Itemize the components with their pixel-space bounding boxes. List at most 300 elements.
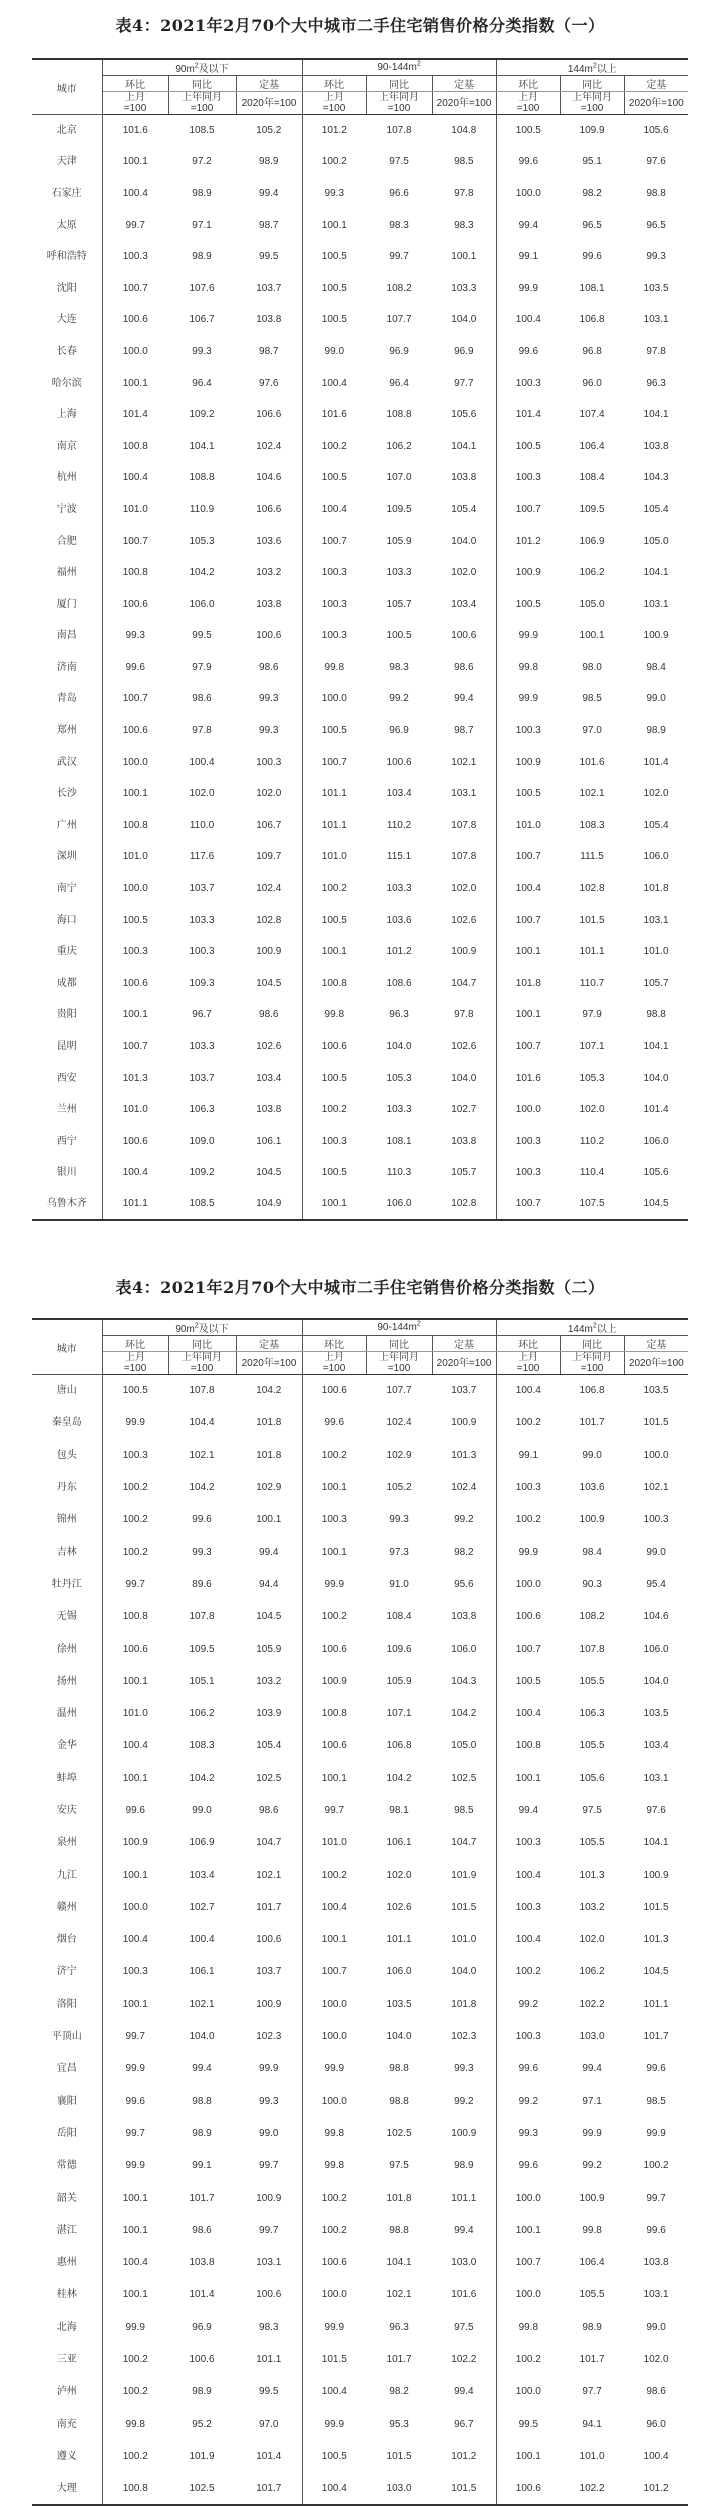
index-value: 104.0 (451, 1072, 477, 1084)
index-value: 100.6 (496, 1601, 560, 1633)
index-value: 99.7 (646, 2192, 666, 2204)
index-value: 100.0 (302, 2279, 366, 2311)
index-value: 100.0 (122, 1901, 148, 1913)
index-value: 101.5 (643, 1417, 669, 1429)
city-name: 岳阳 (32, 2117, 102, 2149)
index-value: 108.8 (386, 409, 412, 421)
index-value: 99.8 (496, 652, 560, 684)
index-value: 96.9 (389, 345, 409, 357)
index-value: 103.8 (451, 1135, 477, 1147)
index-value: 100.7 (122, 282, 148, 294)
index-value: 99.4 (454, 693, 474, 705)
city-name: 常德 (32, 2150, 102, 2182)
index-value: 101.7 (579, 1417, 605, 1429)
index-value: 100.7 (496, 494, 560, 526)
index-value: 100.8 (302, 1697, 366, 1729)
index-value: 100.5 (302, 1157, 366, 1189)
index-value: 95.4 (646, 1578, 666, 1590)
group-label-sup: 2 (194, 1322, 199, 1330)
column-subheader: 定基 (236, 76, 302, 92)
city-name: 包头 (32, 1439, 102, 1471)
group-label-base: 90-144m (377, 62, 417, 73)
index-value: 100.2 (122, 2386, 148, 2398)
index-value: 108.8 (189, 472, 215, 484)
city-name: 上海 (32, 399, 102, 431)
index-value: 98.2 (454, 1546, 474, 1558)
index-value: 100.0 (496, 2376, 560, 2408)
index-value: 100.7 (302, 746, 366, 778)
table-row (32, 304, 688, 336)
index-value: 99.5 (259, 251, 279, 263)
index-value: 102.4 (256, 440, 282, 452)
index-value: 96.4 (389, 377, 409, 389)
city-name: 锦州 (32, 1504, 102, 1536)
index-value: 99.9 (646, 2127, 666, 2139)
city-name: 济宁 (32, 1956, 102, 1988)
price-index-table-2 (32, 1318, 688, 2506)
city-name: 成都 (32, 968, 102, 1000)
index-value: 99.3 (496, 2117, 560, 2149)
index-value: 100.2 (302, 1601, 366, 1633)
table-row (32, 1633, 688, 1665)
index-value: 101.4 (643, 1104, 669, 1116)
index-value: 103.1 (643, 2289, 669, 2301)
index-value: 101.6 (496, 1062, 560, 1094)
table-row (32, 1094, 688, 1126)
index-value: 106.0 (366, 1189, 432, 1221)
index-value: 100.3 (189, 946, 215, 958)
city-name: 扬州 (32, 1665, 102, 1697)
index-value: 99.6 (496, 336, 560, 368)
index-value: 99.3 (192, 345, 212, 357)
index-value: 97.6 (259, 377, 279, 389)
table-row (32, 2408, 688, 2440)
table-row (32, 620, 688, 652)
column-header-city: 城市 (32, 59, 102, 115)
index-value: 100.4 (189, 756, 215, 768)
index-value: 100.5 (496, 1665, 560, 1697)
index-value: 100.4 (122, 187, 148, 199)
group-label-sup: 2 (592, 1322, 597, 1330)
base-label-line1: 上月 (518, 1352, 539, 1363)
index-value: 98.5 (582, 693, 602, 705)
index-value: 107.8 (189, 1611, 215, 1623)
index-value: 98.5 (646, 2095, 666, 2107)
table-row (32, 873, 688, 905)
index-value: 95.6 (454, 1578, 474, 1590)
index-value: 105.2 (256, 125, 282, 137)
table-row (32, 241, 688, 273)
index-value: 100.1 (122, 2289, 148, 2301)
index-value: 100.9 (302, 1665, 366, 1697)
table-row (32, 1762, 688, 1794)
index-value: 99.5 (259, 2386, 279, 2398)
index-value: 101.5 (643, 1901, 669, 1913)
index-value: 107.8 (579, 1643, 605, 1655)
city-name: 武汉 (32, 746, 102, 778)
index-value: 107.6 (189, 282, 215, 294)
index-value: 102.7 (451, 1104, 477, 1116)
index-value: 99.9 (496, 683, 560, 715)
index-value: 105.4 (256, 1740, 282, 1752)
index-value: 98.3 (389, 219, 409, 231)
index-value: 98.9 (646, 725, 666, 737)
index-value: 104.1 (386, 2257, 412, 2269)
index-value: 107.8 (386, 125, 412, 137)
index-value: 98.6 (646, 2386, 666, 2398)
city-name: 重庆 (32, 936, 102, 968)
index-value: 100.4 (496, 873, 560, 905)
index-value: 105.6 (643, 1167, 669, 1179)
index-value: 104.0 (189, 2031, 215, 2043)
index-value: 100.1 (496, 1762, 560, 1794)
index-value: 101.7 (579, 2354, 605, 2366)
index-value: 99.9 (125, 2160, 145, 2172)
index-value: 104.2 (189, 1482, 215, 1494)
index-value: 96.9 (192, 2321, 212, 2333)
index-value: 100.0 (496, 178, 560, 210)
table-row (32, 146, 688, 178)
city-name: 长春 (32, 336, 102, 368)
index-value: 100.3 (496, 2020, 560, 2052)
index-value: 99.3 (259, 2095, 279, 2107)
table-row (32, 1891, 688, 1923)
index-value: 101.7 (386, 2354, 412, 2366)
index-value: 102.8 (432, 1189, 496, 1221)
base-label-line2: =100 (322, 1363, 346, 1374)
index-value: 105.6 (451, 409, 477, 421)
index-value: 97.3 (389, 1546, 409, 1558)
index-value: 97.8 (454, 187, 474, 199)
index-value: 101.0 (643, 946, 669, 958)
index-value: 104.1 (643, 1837, 669, 1849)
index-value: 98.0 (582, 661, 602, 673)
index-value: 105.5 (579, 1837, 605, 1849)
table-row (32, 399, 688, 431)
index-value: 99.9 (259, 2063, 279, 2075)
index-value: 98.6 (259, 1805, 279, 1816)
base-label-line1: 上月 (125, 92, 145, 103)
index-value: 100.3 (122, 946, 148, 958)
index-value: 97.5 (389, 2160, 409, 2172)
column-base-header (302, 1352, 366, 1375)
index-value: 95.3 (389, 2418, 409, 2430)
index-value: 103.8 (451, 472, 477, 484)
index-value: 105.5 (579, 1740, 605, 1752)
index-value: 103.9 (256, 1708, 282, 1720)
index-value: 99.8 (302, 2117, 366, 2149)
index-value: 106.1 (256, 1135, 282, 1147)
index-value: 100.1 (122, 1675, 148, 1687)
index-value: 105.3 (579, 1072, 605, 1084)
index-value: 100.2 (496, 2343, 560, 2375)
index-value: 98.9 (192, 187, 212, 199)
index-value: 101.8 (451, 1998, 477, 2010)
index-value: 108.4 (579, 472, 605, 484)
index-value: 100.2 (643, 2160, 669, 2172)
index-value: 102.9 (386, 1449, 412, 1461)
index-value: 101.1 (386, 1934, 412, 1946)
index-value: 103.7 (189, 883, 215, 895)
city-name: 襄阳 (32, 2085, 102, 2117)
city-name: 太原 (32, 209, 102, 241)
index-value: 102.3 (256, 2031, 282, 2043)
column-subheader: 定基 (624, 1336, 688, 1352)
column-subheader: 环比 (302, 1336, 366, 1352)
index-value: 100.7 (496, 1633, 560, 1665)
index-value: 101.0 (302, 1827, 366, 1859)
index-value: 106.1 (189, 1966, 215, 1978)
index-value: 99.8 (302, 2150, 366, 2182)
index-value: 105.9 (256, 1643, 282, 1655)
index-value: 103.0 (579, 2031, 605, 2043)
city-name: 徐州 (32, 1633, 102, 1665)
column-group-header (496, 1319, 688, 1336)
index-value: 103.3 (386, 883, 412, 895)
city-name: 韶关 (32, 2182, 102, 2214)
index-value: 100.4 (122, 472, 148, 484)
index-value: 108.1 (579, 282, 605, 294)
index-value: 102.9 (256, 1482, 282, 1494)
city-name: 南宁 (32, 873, 102, 905)
index-value: 97.0 (582, 725, 602, 737)
index-value: 100.2 (302, 1439, 366, 1471)
index-value: 100.1 (451, 251, 477, 263)
index-value: 100.0 (122, 345, 148, 357)
index-value: 106.0 (386, 1966, 412, 1978)
table-row (32, 1375, 688, 1407)
index-value: 100.2 (496, 1504, 560, 1536)
index-value: 109.5 (579, 503, 605, 515)
index-value: 101.1 (102, 1189, 168, 1221)
index-value: 100.0 (302, 2085, 366, 2117)
index-value: 102.5 (386, 2127, 412, 2139)
city-name: 兰州 (32, 1094, 102, 1126)
city-name: 唐山 (32, 1375, 102, 1407)
index-value: 106.2 (386, 440, 412, 452)
table-row (32, 272, 688, 304)
group-label-base: 144m (567, 64, 593, 75)
index-value: 107.7 (386, 1385, 412, 1397)
index-value: 100.7 (496, 2247, 560, 2279)
index-value: 100.2 (496, 1407, 560, 1439)
index-value: 105.0 (451, 1740, 477, 1752)
index-value: 100.4 (302, 367, 366, 399)
index-value: 108.5 (168, 1189, 236, 1221)
column-base-header (236, 92, 302, 115)
city-name: 宜昌 (32, 2053, 102, 2085)
index-value: 103.4 (386, 788, 412, 800)
table-row (32, 525, 688, 557)
index-value: 101.0 (302, 841, 366, 873)
index-value: 105.9 (386, 535, 412, 547)
index-value: 99.5 (192, 630, 212, 642)
index-value: 98.6 (259, 661, 279, 673)
index-value: 95.1 (582, 156, 602, 168)
index-value: 100.3 (496, 1126, 560, 1158)
index-value: 101.5 (386, 2450, 412, 2462)
index-value: 99.6 (192, 1514, 212, 1526)
index-value: 103.5 (643, 1385, 669, 1397)
index-value: 100.9 (122, 1837, 148, 1849)
index-value: 99.3 (646, 251, 666, 263)
index-value: 103.8 (256, 314, 282, 326)
city-name: 乌鲁木齐 (32, 1189, 102, 1221)
index-value: 110.2 (386, 819, 412, 831)
table-row (32, 2020, 688, 2052)
index-value: 99.1 (496, 241, 560, 273)
index-value: 98.3 (259, 2321, 279, 2333)
table-row (32, 2376, 688, 2408)
index-value: 100.1 (122, 2192, 148, 2204)
index-value: 108.2 (386, 282, 412, 294)
index-value: 103.0 (451, 2257, 477, 2269)
column-base-header (366, 92, 432, 115)
index-value: 108.3 (189, 1740, 215, 1752)
index-value: 100.3 (496, 462, 560, 494)
index-value: 100.1 (122, 377, 148, 389)
index-value: 106.7 (256, 819, 282, 831)
index-value: 98.4 (646, 661, 666, 673)
base-label-line2: =100 (580, 1363, 604, 1374)
index-value: 106.7 (189, 314, 215, 326)
index-value: 109.9 (579, 125, 605, 137)
index-value: 99.2 (454, 2095, 474, 2107)
table-row (32, 1859, 688, 1891)
index-value: 101.0 (122, 1104, 148, 1116)
column-base-header (432, 1352, 496, 1375)
index-value: 103.4 (643, 1740, 669, 1752)
index-value: 106.6 (256, 409, 282, 421)
index-value: 98.3 (389, 661, 409, 673)
index-value: 99.2 (454, 1514, 474, 1526)
index-value: 115.1 (386, 851, 412, 863)
index-value: 100.0 (302, 2020, 366, 2052)
index-value: 105.4 (451, 503, 477, 515)
index-value: 100.0 (122, 756, 148, 768)
index-value: 106.0 (643, 851, 669, 863)
index-value: 111.5 (580, 851, 604, 863)
table-row (32, 2440, 688, 2472)
table-row (32, 367, 688, 399)
city-name: 福州 (32, 557, 102, 589)
index-value: 100.0 (496, 2279, 560, 2311)
index-value: 105.4 (643, 819, 669, 831)
index-value: 98.9 (259, 156, 279, 168)
index-value: 98.6 (192, 2224, 212, 2236)
index-value: 99.1 (192, 2160, 212, 2172)
index-value: 100.5 (122, 914, 148, 926)
index-value: 98.8 (389, 2063, 409, 2075)
city-name: 长沙 (32, 778, 102, 810)
index-value: 100.4 (496, 1924, 560, 1956)
table-2-title: 表4：2021年2月70个大中城市二手住宅销售价格分类指数（二） (115, 1278, 605, 1297)
index-value: 105.3 (189, 535, 215, 547)
index-value: 104.0 (451, 1966, 477, 1978)
index-value: 100.7 (496, 1189, 560, 1221)
index-value: 100.6 (122, 1135, 148, 1147)
index-value: 100.4 (496, 1859, 560, 1891)
index-value: 97.5 (454, 2321, 474, 2333)
index-value: 102.1 (256, 1869, 282, 1881)
table-row (32, 1062, 688, 1094)
city-name: 桂林 (32, 2279, 102, 2311)
index-value: 100.3 (496, 1471, 560, 1503)
column-base-header (496, 92, 560, 115)
city-name: 郑州 (32, 715, 102, 747)
index-value: 101.9 (451, 1869, 477, 1881)
base-label-line2: =100 (190, 1363, 214, 1374)
column-subheader: 同比 (560, 1336, 624, 1352)
index-value: 101.8 (256, 1449, 282, 1461)
table-row (32, 209, 688, 241)
index-value: 100.9 (579, 1514, 605, 1526)
index-value: 97.1 (192, 219, 212, 231)
index-value: 99.7 (302, 1794, 366, 1826)
table-row (32, 2247, 688, 2279)
index-value: 99.7 (125, 1578, 145, 1590)
index-value: 99.6 (125, 661, 145, 673)
index-value: 106.3 (579, 1708, 605, 1720)
city-name: 北海 (32, 2311, 102, 2343)
base-label-line1: 上年同月 (572, 1352, 613, 1363)
index-value: 99.7 (125, 2031, 145, 2043)
group-label-rest: 及以下 (198, 64, 229, 75)
column-subheader: 同比 (366, 76, 432, 92)
base-label-line2: =100 (190, 103, 214, 114)
index-value: 100.6 (451, 630, 477, 642)
column-subheader: 同比 (168, 1336, 236, 1352)
city-name: 大连 (32, 304, 102, 336)
index-value: 98.8 (646, 1009, 666, 1021)
index-value: 102.8 (256, 914, 282, 926)
index-value: 103.6 (579, 1482, 605, 1494)
table-row (32, 1956, 688, 1988)
index-value: 98.9 (192, 2386, 212, 2398)
city-name: 西宁 (32, 1126, 102, 1158)
city-name: 湛江 (32, 2214, 102, 2246)
index-value: 99.6 (496, 2150, 560, 2182)
index-value: 100.9 (256, 2192, 282, 2204)
index-value: 100.6 (256, 2289, 282, 2301)
index-value: 100.9 (256, 946, 282, 958)
index-value: 104.5 (643, 1966, 669, 1978)
index-value: 102.5 (256, 1772, 282, 1784)
table-row (32, 1601, 688, 1633)
index-value: 101.0 (451, 1934, 477, 1946)
city-name: 惠州 (32, 2247, 102, 2279)
index-value: 103.0 (366, 2473, 432, 2505)
index-value: 100.9 (496, 746, 560, 778)
index-value: 96.7 (454, 2418, 474, 2430)
index-value: 106.4 (579, 2257, 605, 2269)
index-value: 100.9 (579, 2192, 605, 2204)
index-value: 102.6 (386, 1901, 412, 1913)
index-value: 103.1 (256, 2257, 282, 2269)
index-value: 99.9 (302, 2408, 366, 2440)
index-value: 100.9 (256, 1998, 282, 2010)
index-value: 104.1 (643, 1041, 669, 1053)
index-value: 97.7 (582, 2386, 602, 2398)
index-value: 99.4 (259, 187, 279, 199)
index-value: 100.5 (302, 272, 366, 304)
column-subheader: 同比 (366, 1336, 432, 1352)
index-value: 100.6 (302, 1633, 366, 1665)
index-value: 99.9 (125, 2063, 145, 2075)
table-row (32, 1827, 688, 1859)
index-value: 101.5 (579, 914, 605, 926)
index-value: 104.2 (386, 1772, 412, 1784)
